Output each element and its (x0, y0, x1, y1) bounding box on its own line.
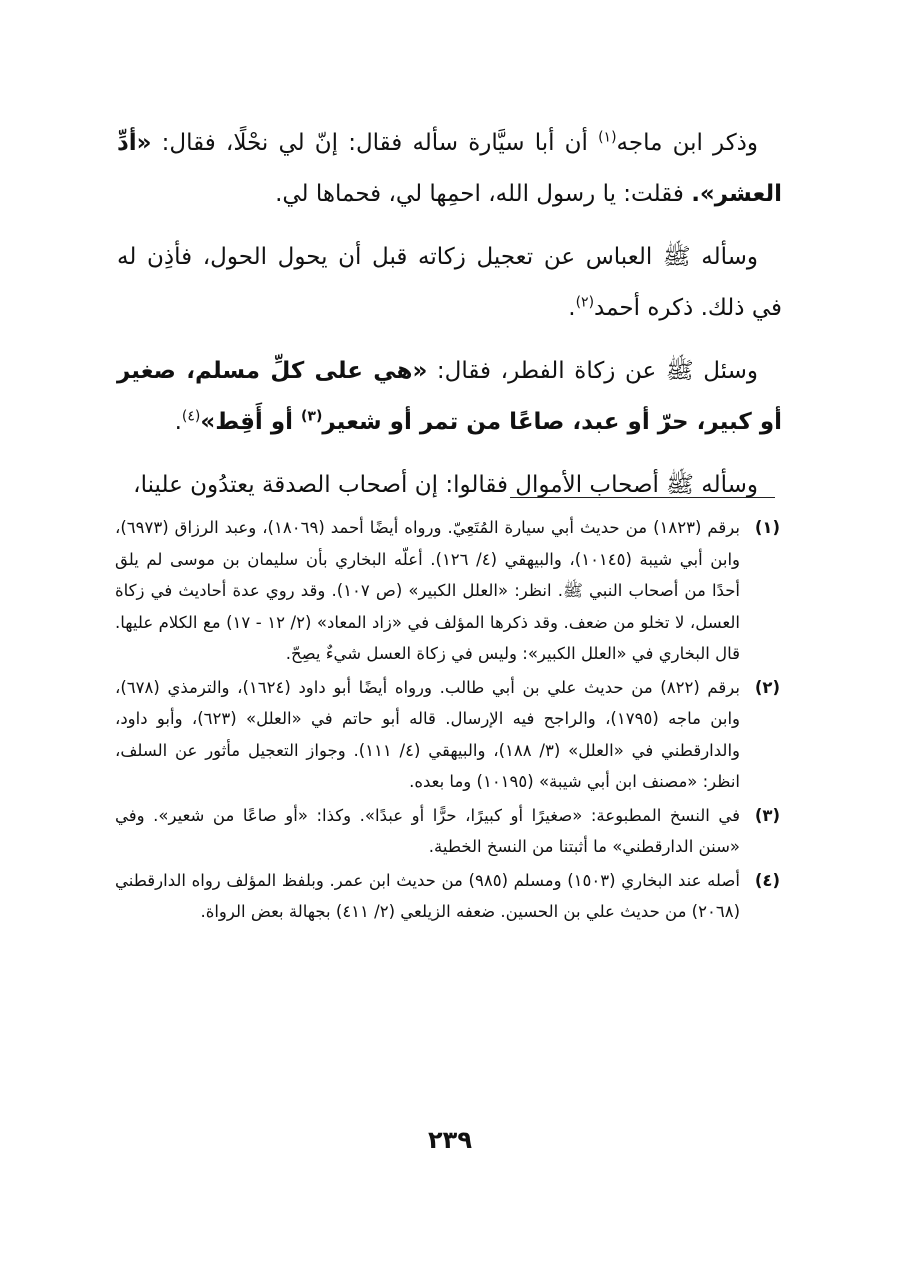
footnote-ref-1: (١) (598, 129, 617, 146)
footnote-2 (115, 672, 780, 798)
footnote-number: (٣) (754, 805, 780, 825)
hadith-quote: «أدِّ العشر». (117, 130, 782, 207)
paragraph-4: وسأله ﷺ أصحاب الأموال فقالوا: إن أصحاب الصدقة يعتدُون علينا، (133, 472, 758, 498)
footnote-4 (115, 865, 780, 928)
paragraph-2: وسأله ﷺ العباس عن تعجيل زكاته قبل أن يحول الحول، فأذِن له في ذلك. ذكره أحمد$^{(٢)}$. (117, 244, 782, 321)
footnotes (115, 512, 780, 930)
footnote-3 (115, 800, 780, 863)
footnote-ref-3: (٣) (301, 408, 323, 425)
footnote-text: أصله عند البخاري (١٥٠٣) ومسلم (٩٨٥) من حديث ابن عمر. وبلفظ المؤلف رواه الدارقطني (٢٠٦٨) من حديث علي بن الحسين. ضعفه الزيلعي (٢/ ٤١١) بجهالة بعض الرواة. (115, 870, 740, 921)
main-text (117, 118, 782, 523)
footnote-text: في النسخ المطبوعة: «صغيرًا أو كبيرًا، حرًّا أو عبدًا». وكذا: «أو صاعًا من شعير». وفي «سنن الدارقطني» ما أثبتنا من النسخ الخطية. (115, 805, 740, 856)
footnote-separator (510, 497, 775, 498)
footnote-number: (٤) (754, 870, 780, 890)
footnote-ref-2: (٢) (575, 294, 595, 311)
paragraph-1: وذكر ابن ماجه$^{(١)}$ أن أبا سيَّارة سأله فقال: إنّ لي نحْلًا، فقال: «أدِّ العشر». فقلت: يا رسول الله، احمِها لي، فحماها لي. (117, 129, 782, 207)
footnote-text: برقم (٨٢٢) من حديث علي بن أبي طالب. ورواه أيضًا أبو داود (١٦٢٤)، والترمذي (٦٧٨)، وابن ماجه (١٧٩٥)، والراجح فيه الإرسال. قاله أبو حاتم في «العلل» (٦٢٣)، وأبو داود، والدارقطني في «العلل» (٣/ ١٨٨)، والبيهقي (٤/ ١١١). وجواز التعجيل مأثور عن السلف، انظر: «مصنف ابن أبي شيبة» (١٠١٩٥) وما بعده. (115, 677, 741, 791)
page-number: ٢٣٩ (428, 1126, 472, 1154)
footnote-number: (١) (754, 518, 780, 537)
footnote-number: (٢) (754, 677, 780, 697)
footnote-text: برقم (١٨٢٣) من حديث أبي سيارة المُتَعِيّ. ورواه أيضًا أحمد (١٨٠٦٩)، وعبد الرزاق (٦٩٧٣)، وابن أبي شيبة (١٠١٤٥)، والبيهقي (٤/ ١٢٦). أعلّه البخاري بأن سليمان بن موسى لم يلق أحدًا من أصحاب النبي ﷺ. انظر: «العلل الكبير» (ص ١٠٧). وقد روي عدة أحاديث في زكاة العسل، لا تخلو من ضعف. وقد ذكرها المؤلف في «زاد المعاد» (٢/ ١٢ - ١٧) مع الكلام عليها. قال البخاري في «العلل الكبير»: وليس في زكاة العسل شيءٌ يصِحّ. (115, 518, 740, 663)
hadith-quote: «هي على كلِّ مسلم، صغير أو كبير، حرّ أو عبد، صاعًا من تمر أو شعير$^{(٣)}$ أو أَقِط» (117, 358, 782, 435)
footnote-1 (115, 512, 780, 670)
footnote-ref-4: (٤) (181, 408, 201, 425)
paragraph-3: وسئل ﷺ عن زكاة الفطر، فقال: «هي على كلِّ مسلم، صغير أو كبير، حرّ أو عبد، صاعًا من تمر أو شعير$^{(٣)}$ أو أَقِط»$^{(٤)}$. (117, 358, 782, 435)
